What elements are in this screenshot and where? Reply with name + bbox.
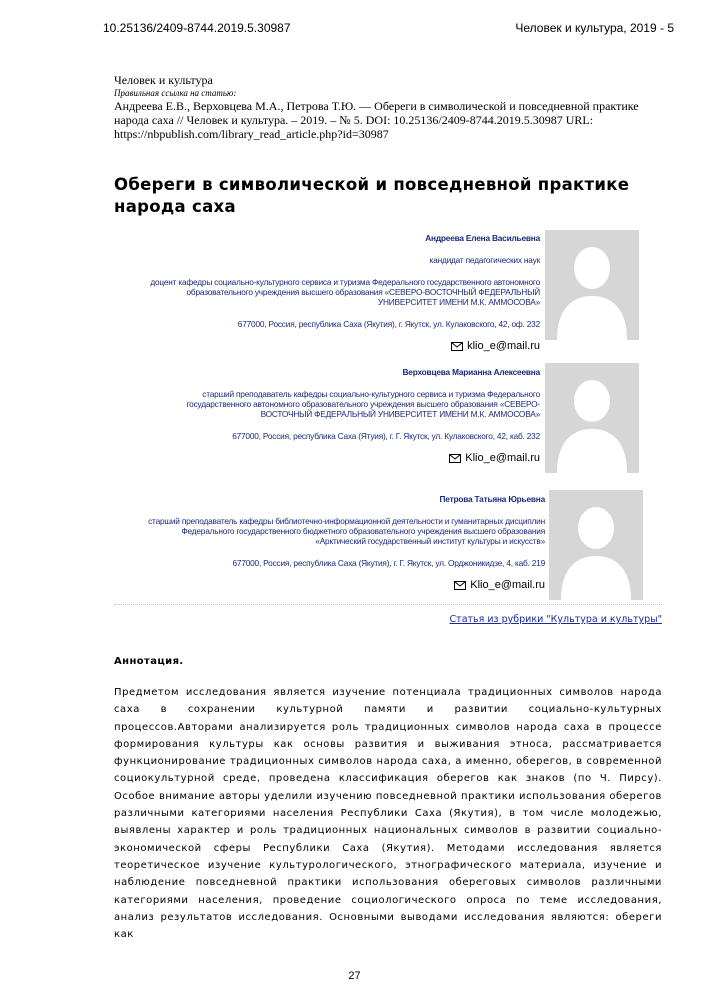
author-address: 677000, Россия, республика Саха (Якутия), г. Г. Якутск, ул. Орджоникидзе, 4, каб. 219 — [232, 558, 545, 568]
author-photo-1 — [545, 230, 639, 340]
author-email[interactable] — [145, 580, 545, 590]
author-degree: кандидат педагогических наук — [429, 255, 540, 265]
author-position: старший преподаватель кафедры социально-культурного сервиса и туризма Федерального государственного автономного образовательного учреждения высшего образования «СЕВЕРО-ВОСТОЧНЫЙ ФЕДЕРАЛЬНЫЙ УНИВЕРСИТЕТ ИМЕНИ М.К. АММОСОВА» — [186, 389, 540, 419]
author-card-3 — [145, 494, 545, 590]
author-position: старший преподаватель кафедры библиотечно-информационной деятельности и гуманитарных дисциплин Федерального государственного бюджетного образовательного учреждения высшего образования «Арктический государственный институт культуры и искусств» — [148, 516, 545, 546]
author-email-text: klio_e@mail.ru — [467, 340, 540, 352]
author-card-2 — [140, 367, 540, 463]
author-address: 677000, Россия, республика Саха (Ятуия), г. Г. Якутск, ул. Кулаковского, 42, каб. 232 — [232, 431, 540, 441]
avatar-placeholder-icon — [545, 230, 639, 340]
author-email-text: Klio_e@mail.ru — [465, 452, 540, 464]
annotation-text: Предметом исследования является изучение потенциала традиционных символов народа саха в сохранении культурной памяти и развитии социально-культурных процессов.Авторами анализируется роль традиционных символов народа саха в процессе формирования культуры как основы развития и выживания этноса, рассматривается функционирование традиционных символов народа саха, а именно, оберегов, в современной социокультурной среде, проведена классификация оберегов как знаков (по Ч. Пирсу). Особое внимание авторы уделили изучению повседневной практики использования оберегов различными категориями населения Республики Саха (Якутия), в том числе молодежью, выявлены характер и роль традиционных национальных символов в развитии социально-экономической сферы Республики Саха (Якутия). Методами исследования является теоретическое изучение культурологического, этнографического материала, изучение и наблюдение повседневной практики использования обереговых символов различными категориями населения, проведение социологического опроса по теме исследования, анализ результатов исследования. Основными выводами исследования являются: обереги как — [114, 687, 662, 941]
author-name: Петрова Татьяна Юрьевна — [439, 494, 545, 504]
author-name: Верховцева Марианна Алексеевна — [402, 367, 540, 377]
author-photo-2 — [545, 363, 639, 473]
author-card-1 — [140, 233, 540, 351]
citation-text: Андреева Е.В., Верховцева М.А., Петрова Т.Ю. — Обереги в символической и повседневной практике народа саха // Человек и культура. – 2019. – № 5. DOI: 10.25136/2409-8744.2019.5.30987 URL: https://nbpublish.com/library_read_article.php?id=30987 — [114, 99, 639, 141]
annotation-heading: Аннотация. — [114, 656, 184, 667]
citation-journal: Человек и культура — [114, 73, 213, 87]
avatar-placeholder-icon — [549, 490, 643, 600]
rubric-link[interactable]: Статья из рубрики "Культура и культуры" — [449, 614, 662, 625]
citation-block — [114, 73, 659, 141]
avatar-placeholder-icon — [545, 363, 639, 473]
doi-header: 10.25136/2409-8744.2019.5.30987 — [103, 21, 291, 35]
envelope-icon — [454, 581, 466, 590]
author-position: доцент кафедры социально-культурного сервиса и туризма Федерального государственного автономного образовательного учреждения высшего образования «СЕВЕРО-ВОСТОЧНЫЙ ФЕДЕРАЛЬНЫЙ УНИВЕРСИТЕТ ИМЕНИ М.К. АММОСОВА» — [150, 277, 540, 307]
author-address: 677000, Россия, республика Саха (Якутия), г. Якутск, ул. Кулаковского, 42, оф. 232 — [237, 319, 540, 329]
journal-issue-header: Человек и культура, 2019 - 5 — [515, 21, 674, 35]
page-number: 27 — [348, 970, 361, 982]
author-email-text: Klio_e@mail.ru — [470, 579, 545, 591]
author-email[interactable] — [140, 453, 540, 463]
author-email[interactable] — [140, 341, 540, 351]
author-name: Андреева Елена Васильевна — [425, 233, 540, 243]
author-photo-3 — [549, 490, 643, 600]
envelope-icon — [449, 454, 461, 463]
citation-label: Правильная ссылка на статью: — [114, 88, 237, 98]
article-title: Обереги в символической и повседневной практике народа саха — [114, 175, 630, 216]
author-separator — [114, 604, 662, 605]
envelope-icon — [451, 342, 463, 351]
